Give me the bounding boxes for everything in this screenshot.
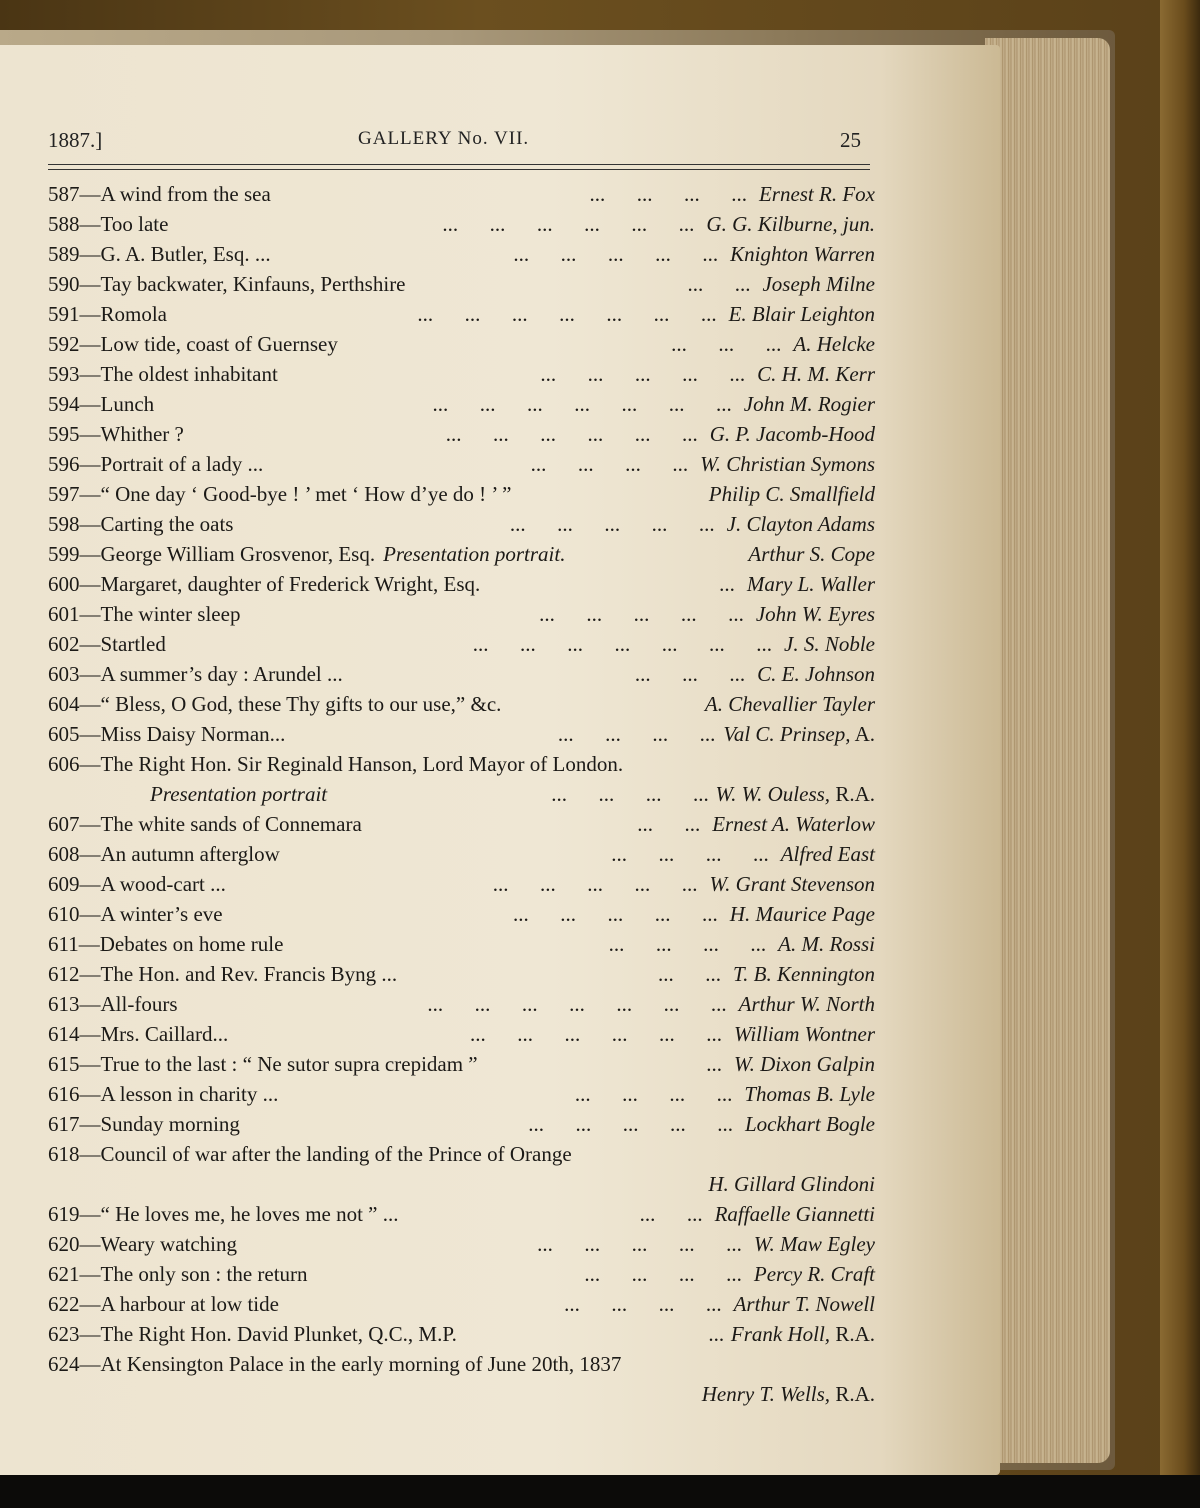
catalogue-entry	[0, 332, 1000, 362]
entry-artist	[762, 272, 875, 297]
entry-leader-dots: ... ... ... ... ... ...	[470, 1022, 723, 1046]
entry-leader-dots: ... ... ... ... ... ... ...	[432, 392, 732, 416]
entry-title: Sunday morning	[100, 1112, 240, 1136]
entry-title: A wood-cart ...	[100, 872, 226, 896]
entry-artist	[757, 662, 875, 687]
entry-leader-dots: ...	[706, 1052, 723, 1076]
entry-number: 590—	[48, 272, 101, 296]
entry-number: 596—	[48, 452, 101, 476]
catalogue-entry	[0, 1052, 1000, 1082]
entry-number: 622—	[48, 1292, 101, 1316]
entry-artist	[700, 452, 875, 477]
entry-title: Whither ?	[100, 422, 184, 446]
artist-suffix: R.A.	[830, 782, 875, 806]
entry-number: 604—	[48, 692, 101, 716]
entry-artist	[702, 1382, 875, 1407]
catalogue-entry	[0, 452, 1000, 482]
artist-name: C. E. Johnson	[757, 662, 875, 686]
artist-name: J. Clayton Adams	[726, 512, 875, 536]
entry-title: A winter’s eve	[100, 902, 223, 926]
entry-artist	[727, 512, 875, 537]
catalogue-entry	[0, 932, 1000, 962]
catalogue-entry	[0, 632, 1000, 662]
entry-number: 605—	[48, 722, 101, 746]
entry-title: The Hon. and Rev. Francis Byng ...	[100, 962, 398, 986]
entry-artist	[759, 182, 875, 207]
entry-leader-dots: ... ... ... ... ...	[528, 1112, 733, 1136]
entry-title: An autumn afterglow	[100, 842, 280, 866]
entry-leader-dots: ... ... ... ... ...	[513, 902, 718, 926]
artist-name: Percy R. Craft	[753, 1262, 875, 1286]
entry-number: 591—	[48, 302, 101, 326]
entry-title: A summer’s day : Arundel ...	[100, 662, 343, 686]
entry-title: Romola	[100, 302, 167, 326]
catalogue-entry	[0, 752, 1000, 782]
artist-name: W. Dixon Galpin	[734, 1052, 875, 1076]
catalogue-entry	[0, 1322, 1000, 1352]
entry-number: 606—	[48, 752, 101, 776]
entry-leader-dots: ... ... ... ...	[530, 452, 689, 476]
entry-number: 601—	[48, 602, 101, 626]
entry-title: At Kensington Palace in the early morning of June 20th, 1837	[100, 1352, 622, 1376]
entry-artist	[716, 782, 875, 807]
entry-title: George William Grosvenor, Esq.	[100, 542, 376, 566]
entry-number: 607—	[48, 812, 101, 836]
entry-note: Presentation portrait	[150, 782, 328, 806]
entry-leader-dots: ... ... ... ... ... ...	[442, 212, 695, 236]
entry-artist	[754, 1262, 875, 1287]
entry-title: G. A. Butler, Esq. ...	[100, 242, 271, 266]
catalogue-entry	[0, 992, 1000, 1022]
catalogue-entry	[0, 212, 1000, 242]
entry-leader-dots: ... ... ...	[634, 662, 746, 686]
artist-name: H. Gillard Glindoni	[708, 1172, 875, 1196]
entry-artist	[729, 302, 875, 327]
entry-leader-dots: ... ... ... ... ... ... ...	[472, 632, 773, 656]
entry-number: 616—	[48, 1082, 101, 1106]
entry-leader-dots: ... ... ... ...	[551, 782, 709, 806]
catalogue-entry	[0, 1292, 1000, 1322]
catalogue-entry	[0, 512, 1000, 542]
entry-title: Portrait of a lady ...	[100, 452, 264, 476]
entry-artist	[747, 572, 875, 597]
entry-title: All-fours	[100, 992, 178, 1016]
artist-name: Arthur W. North	[738, 992, 875, 1016]
entry-leader-dots: ... ... ... ... ...	[509, 512, 715, 536]
artist-name: Thomas B. Lyle	[744, 1082, 875, 1106]
entry-artist	[730, 902, 875, 927]
entry-artist	[710, 872, 875, 897]
artist-name: A. M. Rossi	[778, 932, 875, 956]
catalogue-entry	[0, 692, 1000, 722]
entry-title: The Right Hon. Sir Reginald Hanson, Lord Mayor of London.	[100, 752, 624, 776]
entry-title: A lesson in charity ...	[100, 1082, 279, 1106]
entry-number: 614—	[48, 1022, 101, 1046]
artist-name: Ernest A. Waterlow	[712, 812, 875, 836]
artist-name: T. B. Kennington	[733, 962, 875, 986]
entry-number: 609—	[48, 872, 101, 896]
artist-name: Ernest R. Fox	[758, 182, 875, 206]
entry-artist	[730, 242, 875, 267]
artist-name: W. W. Ouless,	[715, 782, 831, 806]
catalogue-entry	[0, 602, 1000, 632]
entry-number: 593—	[48, 362, 101, 386]
entry-number: 592—	[48, 332, 101, 356]
catalogue-entry	[0, 1142, 1000, 1172]
artist-name: Alfred East	[780, 842, 875, 866]
entry-artist	[731, 1322, 875, 1347]
entry-title: A harbour at low tide	[100, 1292, 279, 1316]
entry-leader-dots: ... ...	[637, 812, 701, 836]
entry-number: 618—	[48, 1142, 101, 1166]
entry-artist	[757, 362, 875, 387]
entry-artist	[739, 992, 875, 1017]
catalogue-entry	[0, 242, 1000, 272]
entry-leader-dots: ... ... ... ... ...	[513, 242, 719, 266]
entry-leader-dots: ... ... ... ...	[574, 1082, 733, 1106]
entry-leader-dots: ... ... ... ... ...	[539, 602, 744, 626]
entry-title: The Right Hon. David Plunket, Q.C., M.P.	[100, 1322, 457, 1346]
entry-artist	[715, 1202, 875, 1227]
book-cover-edge	[1160, 0, 1200, 1475]
entry-title: True to the last : “ Ne sutor supra crepidam ”	[100, 1052, 478, 1076]
artist-name: Raffaelle Giannetti	[714, 1202, 875, 1226]
artist-name: H. Maurice Page	[729, 902, 875, 926]
entry-artist	[723, 722, 875, 747]
entry-number: 610—	[48, 902, 101, 926]
artist-name: Henry T. Wells,	[701, 1382, 831, 1406]
entry-title: “ Bless, O God, these Thy gifts to our use,” &c.	[100, 692, 502, 716]
entry-artist	[784, 632, 875, 657]
catalogue-entry	[0, 782, 1000, 812]
entry-leader-dots: ... ... ... ...	[608, 932, 767, 956]
entry-title: Carting the oats	[100, 512, 234, 536]
entry-title: Council of war after the landing of the Prince of Orange	[100, 1142, 572, 1166]
catalogue-entry	[0, 302, 1000, 332]
catalogue-entry	[0, 1112, 1000, 1142]
entry-number: 599—	[48, 542, 101, 566]
entry-number: 620—	[48, 1232, 101, 1256]
entry-title: Debates on home rule	[99, 932, 284, 956]
entry-number: 623—	[48, 1322, 101, 1346]
entry-artist	[781, 842, 875, 867]
entry-number: 624—	[48, 1352, 101, 1376]
entry-leader-dots: ... ... ... ...	[589, 182, 747, 206]
entry-artist	[745, 1112, 875, 1137]
entry-leader-dots: ... ...	[687, 272, 751, 296]
entry-number: 608—	[48, 842, 101, 866]
entry-title: “ One day ‘ Good-bye ! ’ met ‘ How d’ye do ! ’ ”	[100, 482, 512, 506]
catalogue-entry	[0, 1382, 1000, 1412]
artist-name: Val C. Prinsep,	[723, 722, 851, 746]
entry-artist	[734, 1292, 875, 1317]
entry-artist	[734, 1022, 875, 1047]
entry-artist	[748, 542, 875, 567]
artist-name: Arthur T. Nowell	[733, 1292, 875, 1316]
entry-leader-dots: ... ... ... ... ... ... ...	[427, 992, 727, 1016]
artist-suffix: R.A.	[830, 1382, 875, 1406]
catalogue-entry	[0, 1262, 1000, 1292]
catalogue-entry	[0, 1022, 1000, 1052]
entry-leader-dots: ... ... ... ...	[611, 842, 769, 866]
entry-number: 621—	[48, 1262, 101, 1286]
entry-title: Low tide, coast of Guernsey	[100, 332, 338, 356]
artist-name: Joseph Milne	[762, 272, 875, 296]
entry-number: 612—	[48, 962, 101, 986]
entry-leader-dots: ... ... ... ... ... ...	[445, 422, 698, 446]
entry-artist	[709, 482, 875, 507]
entry-artist	[733, 962, 875, 987]
catalogue-entry	[0, 902, 1000, 932]
artist-name: Frank Holl,	[730, 1322, 831, 1346]
catalogue-entry	[0, 182, 1000, 212]
artist-name: John M. Rogier	[743, 392, 875, 416]
page-number: 25	[840, 128, 861, 152]
entry-note: Presentation portrait.	[383, 542, 566, 566]
entry-artist	[793, 332, 875, 357]
entry-title: Lunch	[100, 392, 155, 416]
entry-leader-dots: ... ...	[658, 962, 722, 986]
catalogue-entry	[0, 392, 1000, 422]
entry-title: Tay backwater, Kinfauns, Perthshire	[100, 272, 406, 296]
entry-number: 619—	[48, 1202, 101, 1226]
entry-artist	[754, 1232, 875, 1257]
entry-leader-dots: ... ... ... ...	[564, 1292, 722, 1316]
artist-name: J. S. Noble	[784, 632, 875, 656]
entry-title: Mrs. Caillard...	[100, 1022, 229, 1046]
entry-leader-dots: ... ... ... ... ...	[540, 362, 746, 386]
header-rule-bottom	[48, 169, 870, 170]
running-head-title: GALLERY No. VII.	[358, 128, 530, 149]
entry-artist	[744, 392, 875, 417]
entry-artist	[744, 1082, 875, 1107]
page-fore-edge	[985, 38, 1110, 1463]
entry-number: 597—	[48, 482, 101, 506]
entry-number: 617—	[48, 1112, 101, 1136]
entry-title: Startled	[100, 632, 166, 656]
catalogue-entry	[0, 362, 1000, 392]
artist-name: Arthur S. Cope	[748, 542, 875, 566]
catalogue-entry	[0, 722, 1000, 752]
artist-suffix: A.	[850, 722, 875, 746]
entry-leader-dots: ...	[719, 572, 735, 596]
catalogue-entry	[0, 1082, 1000, 1112]
artist-name: Lockhart Bogle	[744, 1112, 875, 1136]
catalogue-entry	[0, 872, 1000, 902]
artist-name: C. H. M. Kerr	[757, 362, 875, 386]
catalogue-entry	[0, 422, 1000, 452]
entry-title: The only son : the return	[100, 1262, 308, 1286]
catalogue-entry	[0, 1172, 1000, 1202]
entry-artist	[712, 812, 875, 837]
catalogue-entry	[0, 662, 1000, 692]
entry-artist	[756, 602, 875, 627]
entry-number: 587—	[48, 182, 101, 206]
entry-title: “ He loves me, he loves me not ” ...	[100, 1202, 399, 1226]
running-head	[0, 128, 1000, 162]
artist-name: E. Blair Leighton	[728, 302, 875, 326]
entry-title: Too late	[100, 212, 169, 236]
artist-name: Philip C. Smallfield	[708, 482, 875, 506]
artist-name: G. P. Jacomb-Hood	[709, 422, 875, 446]
catalogue-entry	[0, 842, 1000, 872]
catalogue-entry	[0, 542, 1000, 572]
artist-name: G. G. Kilburne, jun.	[706, 212, 875, 236]
entry-leader-dots: ... ... ...	[671, 332, 782, 356]
entry-number: 611—	[48, 932, 100, 956]
entry-artist	[706, 212, 875, 237]
entry-number: 588—	[48, 212, 101, 236]
entry-leader-dots: ... ... ... ... ... ... ...	[417, 302, 717, 326]
artist-name: W. Maw Egley	[753, 1232, 875, 1256]
artist-name: A. Helcke	[793, 332, 875, 356]
header-rule-top	[48, 164, 870, 165]
entry-title: Miss Daisy Norman...	[100, 722, 286, 746]
entry-title: The white sands of Connemara	[100, 812, 362, 836]
entry-number: 589—	[48, 242, 101, 266]
artist-suffix: R.A.	[830, 1322, 875, 1346]
catalogue-entry	[0, 1232, 1000, 1262]
catalogue-entry	[0, 1352, 1000, 1382]
entry-artist	[708, 1172, 875, 1197]
catalogue-entry	[0, 572, 1000, 602]
entry-artist	[710, 422, 875, 447]
entry-leader-dots: ... ... ... ...	[584, 1262, 742, 1286]
entry-title: The winter sleep	[100, 602, 241, 626]
entry-leader-dots: ... ... ... ...	[557, 722, 716, 746]
entry-number: 603—	[48, 662, 101, 686]
entry-number: 598—	[48, 512, 101, 536]
entry-leader-dots: ... ...	[639, 1202, 703, 1226]
entry-leader-dots: ... ... ... ... ...	[492, 872, 698, 896]
artist-name: W. Grant Stevenson	[709, 872, 875, 896]
artist-name: John W. Eyres	[755, 602, 875, 626]
artist-name: W. Christian Symons	[700, 452, 875, 476]
artist-name: Mary L. Waller	[746, 572, 875, 596]
entry-title: Margaret, daughter of Frederick Wright, Esq.	[100, 572, 481, 596]
entry-title: Weary watching	[100, 1232, 237, 1256]
entry-number: 613—	[48, 992, 101, 1016]
catalogue-entries	[0, 182, 1000, 1412]
entry-leader-dots: ...	[708, 1322, 725, 1346]
entry-number: 594—	[48, 392, 101, 416]
entry-number: 595—	[48, 422, 101, 446]
entry-title: A wind from the sea	[100, 182, 271, 206]
entry-number: 602—	[48, 632, 101, 656]
entry-artist	[705, 692, 875, 717]
catalogue-entry	[0, 1202, 1000, 1232]
entry-number: 600—	[48, 572, 101, 596]
artist-name: Knighton Warren	[730, 242, 875, 266]
entry-artist	[734, 1052, 875, 1077]
catalogue-entry	[0, 812, 1000, 842]
catalogue-entry	[0, 482, 1000, 512]
entry-title: The oldest inhabitant	[100, 362, 278, 386]
artist-name: William Wontner	[734, 1022, 875, 1046]
entry-number: 615—	[48, 1052, 101, 1076]
artist-name: A. Chevallier Tayler	[704, 692, 875, 716]
catalogue-entry	[0, 962, 1000, 992]
catalogue-entry	[0, 272, 1000, 302]
entry-artist	[778, 932, 875, 957]
running-head-year: 1887.]	[48, 128, 103, 152]
entry-leader-dots: ... ... ... ... ...	[537, 1232, 742, 1256]
